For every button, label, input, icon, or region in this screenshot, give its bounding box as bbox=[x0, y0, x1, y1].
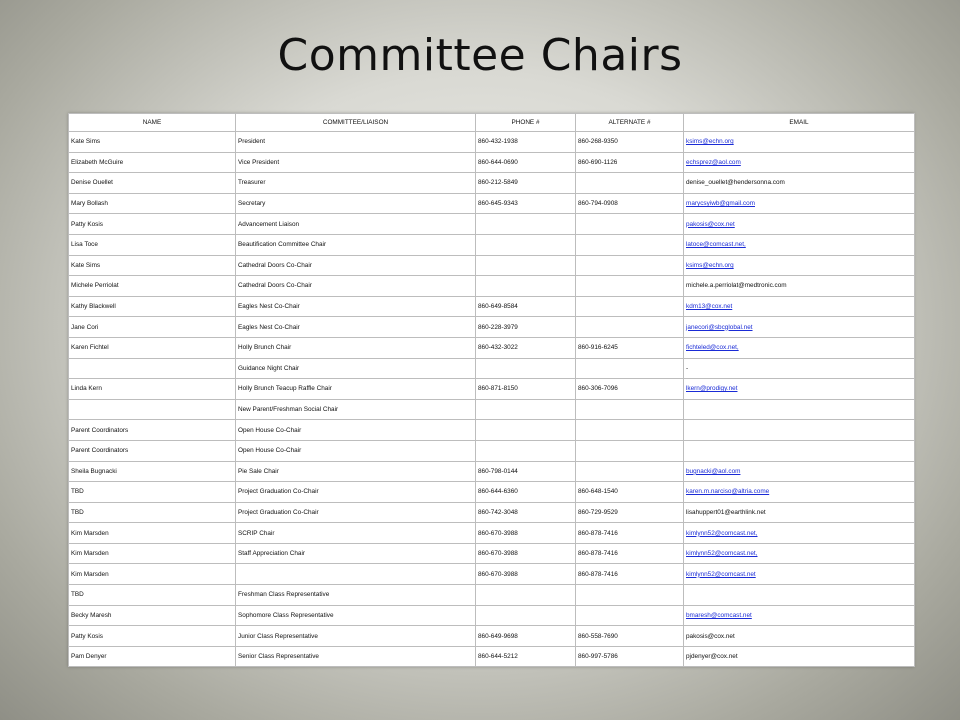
cell-email[interactable]: kimlynn52@comcast.net, bbox=[684, 543, 915, 564]
cell-email[interactable]: ksims@echn.org bbox=[684, 132, 915, 153]
table-row bbox=[69, 585, 915, 606]
table-row bbox=[69, 276, 915, 297]
cell-name: Kim Marsden bbox=[69, 543, 236, 564]
cell-phone: 860-644-0690 bbox=[476, 152, 576, 173]
cell-phone: 860-742-3048 bbox=[476, 502, 576, 523]
cell-name: Karen Fichtel bbox=[69, 337, 236, 358]
cell-email[interactable]: kimlynn52@comcast.net bbox=[684, 564, 915, 585]
cell-alternate bbox=[576, 399, 684, 420]
cell-email[interactable]: lkern@prodigy.net bbox=[684, 379, 915, 400]
table-row bbox=[69, 482, 915, 503]
cell-phone bbox=[476, 255, 576, 276]
cell-email: - bbox=[684, 358, 915, 379]
cell-phone: 860-670-3988 bbox=[476, 564, 576, 585]
cell-alternate bbox=[576, 317, 684, 338]
cell-name: Lisa Toce bbox=[69, 234, 236, 255]
cell-committee bbox=[236, 564, 476, 585]
table-row bbox=[69, 543, 915, 564]
cell-email bbox=[684, 440, 915, 461]
cell-email: pakosis@cox.net bbox=[684, 626, 915, 647]
cell-alternate bbox=[576, 358, 684, 379]
cell-email[interactable]: ksims@echn.org bbox=[684, 255, 915, 276]
committee-table-container bbox=[68, 113, 914, 667]
cell-alternate: 860-690-1126 bbox=[576, 152, 684, 173]
cell-name: Kathy Blackwell bbox=[69, 296, 236, 317]
cell-alternate: 860-729-9529 bbox=[576, 502, 684, 523]
cell-committee: Cathedral Doors Co-Chair bbox=[236, 255, 476, 276]
cell-name: Patty Kosis bbox=[69, 214, 236, 235]
cell-committee: Staff Appreciation Chair bbox=[236, 543, 476, 564]
cell-committee: Open House Co-Chair bbox=[236, 440, 476, 461]
cell-alternate bbox=[576, 440, 684, 461]
cell-committee: Senior Class Representative bbox=[236, 646, 476, 667]
cell-phone bbox=[476, 234, 576, 255]
table-row bbox=[69, 317, 915, 338]
cell-committee: Sophomore Class Representative bbox=[236, 605, 476, 626]
cell-phone bbox=[476, 358, 576, 379]
cell-committee: Project Graduation Co-Chair bbox=[236, 502, 476, 523]
cell-name: Kim Marsden bbox=[69, 564, 236, 585]
table-row bbox=[69, 132, 915, 153]
cell-alternate: 860-916-6245 bbox=[576, 337, 684, 358]
cell-alternate bbox=[576, 296, 684, 317]
cell-name: Denise Ouellet bbox=[69, 173, 236, 194]
header-committee: COMMITTEE/LIAISON bbox=[236, 114, 476, 132]
cell-phone: 860-644-6360 bbox=[476, 482, 576, 503]
cell-name: Becky Maresh bbox=[69, 605, 236, 626]
cell-phone: 860-212-5849 bbox=[476, 173, 576, 194]
table-row bbox=[69, 420, 915, 441]
cell-alternate: 860-648-1540 bbox=[576, 482, 684, 503]
cell-committee: Cathedral Doors Co-Chair bbox=[236, 276, 476, 297]
cell-phone: 860-432-1938 bbox=[476, 132, 576, 153]
cell-alternate: 860-997-5786 bbox=[576, 646, 684, 667]
cell-name: Mary Bollash bbox=[69, 193, 236, 214]
committee-table bbox=[68, 113, 915, 667]
cell-name: TBD bbox=[69, 502, 236, 523]
cell-alternate bbox=[576, 420, 684, 441]
cell-alternate bbox=[576, 276, 684, 297]
cell-name: Kate Sims bbox=[69, 255, 236, 276]
cell-committee: SCRIP Chair bbox=[236, 523, 476, 544]
cell-committee: Holly Brunch Teacup Raffle Chair bbox=[236, 379, 476, 400]
table-row bbox=[69, 399, 915, 420]
cell-alternate: 860-558-7690 bbox=[576, 626, 684, 647]
cell-name: Sheila Bugnacki bbox=[69, 461, 236, 482]
cell-phone: 860-798-0144 bbox=[476, 461, 576, 482]
cell-committee: New Parent/Freshman Social Chair bbox=[236, 399, 476, 420]
cell-alternate: 860-268-9350 bbox=[576, 132, 684, 153]
cell-email: michele.a.perriolat@medtronic.com bbox=[684, 276, 915, 297]
cell-alternate bbox=[576, 173, 684, 194]
cell-alternate: 860-306-7096 bbox=[576, 379, 684, 400]
header-email: EMAIL bbox=[684, 114, 915, 132]
table-row bbox=[69, 193, 915, 214]
table-body bbox=[69, 132, 915, 667]
cell-email[interactable]: bugnacki@aol.com bbox=[684, 461, 915, 482]
cell-name: Parent Coordinators bbox=[69, 440, 236, 461]
cell-phone: 860-670-3988 bbox=[476, 523, 576, 544]
table-row bbox=[69, 173, 915, 194]
cell-phone: 860-432-3022 bbox=[476, 337, 576, 358]
table-row bbox=[69, 234, 915, 255]
cell-email[interactable]: janecori@sbcglobal.net bbox=[684, 317, 915, 338]
header-name: NAME bbox=[69, 114, 236, 132]
cell-committee: Junior Class Representative bbox=[236, 626, 476, 647]
cell-phone: 860-649-9698 bbox=[476, 626, 576, 647]
cell-committee: Beautification Committee Chair bbox=[236, 234, 476, 255]
cell-committee: President bbox=[236, 132, 476, 153]
cell-name: Kim Marsden bbox=[69, 523, 236, 544]
table-row bbox=[69, 440, 915, 461]
cell-alternate bbox=[576, 255, 684, 276]
table-row bbox=[69, 358, 915, 379]
cell-alternate bbox=[576, 214, 684, 235]
table-row bbox=[69, 646, 915, 667]
cell-email[interactable]: karen.m.narciso@altria.come bbox=[684, 482, 915, 503]
header-alternate: ALTERNATE # bbox=[576, 114, 684, 132]
cell-phone bbox=[476, 440, 576, 461]
cell-committee: Secretary bbox=[236, 193, 476, 214]
cell-phone bbox=[476, 605, 576, 626]
cell-phone: 860-649-8584 bbox=[476, 296, 576, 317]
cell-name: Jane Cori bbox=[69, 317, 236, 338]
cell-email[interactable]: echsprez@aol.com bbox=[684, 152, 915, 173]
cell-name: TBD bbox=[69, 585, 236, 606]
cell-phone: 860-670-3988 bbox=[476, 543, 576, 564]
cell-phone: 860-645-9343 bbox=[476, 193, 576, 214]
cell-name: Pam Denyer bbox=[69, 646, 236, 667]
cell-alternate bbox=[576, 234, 684, 255]
table-row bbox=[69, 214, 915, 235]
cell-email[interactable]: kimlynn52@comcast.net, bbox=[684, 523, 915, 544]
table-row bbox=[69, 379, 915, 400]
table-row bbox=[69, 502, 915, 523]
cell-alternate bbox=[576, 461, 684, 482]
cell-committee: Eagles Nest Co-Chair bbox=[236, 317, 476, 338]
cell-phone: 860-228-3979 bbox=[476, 317, 576, 338]
table-row bbox=[69, 152, 915, 173]
cell-name: Patty Kosis bbox=[69, 626, 236, 647]
cell-name: Elizabeth McGuire bbox=[69, 152, 236, 173]
cell-email[interactable]: fichteled@cox.net, bbox=[684, 337, 915, 358]
cell-email[interactable]: latoce@comcast.net, bbox=[684, 234, 915, 255]
cell-committee: Holly Brunch Chair bbox=[236, 337, 476, 358]
cell-email: pjdenyer@cox.net bbox=[684, 646, 915, 667]
table-row bbox=[69, 296, 915, 317]
cell-phone bbox=[476, 585, 576, 606]
cell-alternate: 860-878-7416 bbox=[576, 564, 684, 585]
cell-committee: Open House Co-Chair bbox=[236, 420, 476, 441]
cell-email[interactable]: bmaresh@comcast.net bbox=[684, 605, 915, 626]
cell-committee: Project Graduation Co-Chair bbox=[236, 482, 476, 503]
cell-email: denise_ouellet@hendersonna.com bbox=[684, 173, 915, 194]
cell-name: TBD bbox=[69, 482, 236, 503]
table-row bbox=[69, 523, 915, 544]
table-row bbox=[69, 461, 915, 482]
cell-phone bbox=[476, 399, 576, 420]
cell-alternate bbox=[576, 605, 684, 626]
cell-name: Kate Sims bbox=[69, 132, 236, 153]
table-row bbox=[69, 255, 915, 276]
table-row bbox=[69, 605, 915, 626]
cell-committee: Guidance Night Chair bbox=[236, 358, 476, 379]
cell-alternate: 860-878-7416 bbox=[576, 523, 684, 544]
table-header-row bbox=[69, 114, 915, 132]
cell-email[interactable]: marycsyiwb@gmail.com bbox=[684, 193, 915, 214]
cell-phone bbox=[476, 276, 576, 297]
table-row bbox=[69, 337, 915, 358]
cell-phone: 860-871-8150 bbox=[476, 379, 576, 400]
cell-name: Michele Perriolat bbox=[69, 276, 236, 297]
page-title: Committee Chairs bbox=[277, 30, 683, 81]
cell-email: lisahuppert01@earthlink.net bbox=[684, 502, 915, 523]
cell-alternate: 860-794-0908 bbox=[576, 193, 684, 214]
cell-name bbox=[69, 358, 236, 379]
cell-committee: Vice President bbox=[236, 152, 476, 173]
cell-name: Parent Coordinators bbox=[69, 420, 236, 441]
cell-email bbox=[684, 399, 915, 420]
table-row bbox=[69, 626, 915, 647]
cell-committee: Treasurer bbox=[236, 173, 476, 194]
cell-phone: 860-644-5212 bbox=[476, 646, 576, 667]
cell-name bbox=[69, 399, 236, 420]
cell-name: Linda Kern bbox=[69, 379, 236, 400]
cell-phone bbox=[476, 420, 576, 441]
cell-phone bbox=[476, 214, 576, 235]
cell-email[interactable]: pakosis@cox.net bbox=[684, 214, 915, 235]
cell-committee: Freshman Class Representative bbox=[236, 585, 476, 606]
table-row bbox=[69, 564, 915, 585]
cell-committee: Eagles Nest Co-Chair bbox=[236, 296, 476, 317]
cell-email bbox=[684, 585, 915, 606]
cell-alternate: 860-878-7416 bbox=[576, 543, 684, 564]
header-phone: PHONE # bbox=[476, 114, 576, 132]
cell-alternate bbox=[576, 585, 684, 606]
cell-committee: Advancement Liaison bbox=[236, 214, 476, 235]
cell-email[interactable]: kdm13@cox.net bbox=[684, 296, 915, 317]
cell-committee: Pie Sale Chair bbox=[236, 461, 476, 482]
cell-email bbox=[684, 420, 915, 441]
